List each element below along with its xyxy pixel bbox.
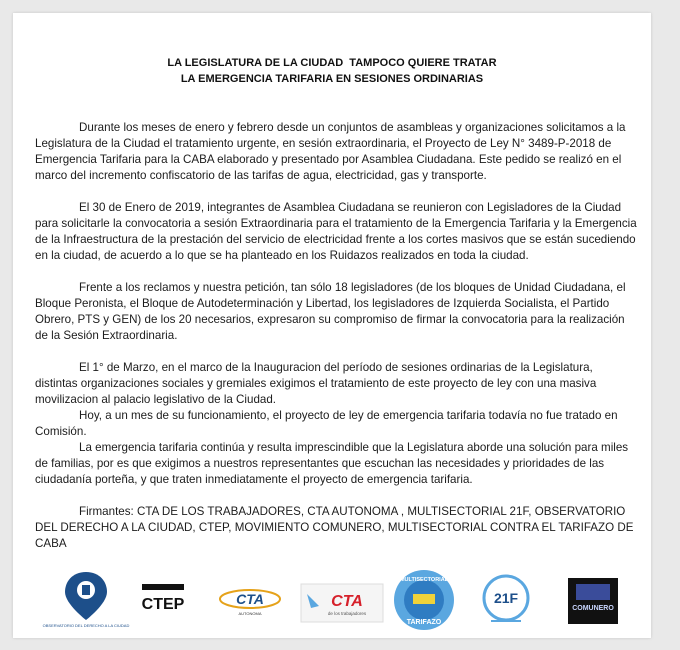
movimiento-comunero-logo <box>568 578 618 624</box>
multisectorial-21f-logo <box>479 572 533 628</box>
document-page <box>13 13 651 638</box>
document-title <box>13 55 651 87</box>
multisectorial-tarifazo-logo <box>393 568 455 632</box>
paragraph-2: El 30 de Enero de 2019, integrantes de Asamblea Ciudadana se reunieron con Legisladores de la Ciudad para solicitarle la convocatoria a sesión Extraordinaria para el tratamiento de la Emergencia Tarifaria y la Emergencia de la Infraestructura de la prestación del servicio de electricidad frente a los cortes masivos que se están sucediendo en la ciudad, de acuerdo a lo que se ha planteado en los Ruidazos realizados en toda la ciudad. <box>35 201 637 262</box>
observatorio-logo <box>42 570 130 630</box>
document-body <box>35 120 637 552</box>
paragraph-3: Frente a los reclamos y nuestra petición, tan sólo 18 legisladores (de los bloques de Unidad Ciudadana, el Bloque Peronista, el Bloque de Autodeterminación y Libertad, los legisladores de Izquierda Socialista, el Partido Obrero, PTS y GEN) de los 20 necesarios, expresaron su compromiso de firmar la convocatoria para la realización de la Sesión Extraordinaria. <box>35 281 626 342</box>
paragraph-5: Hoy, a un mes de su funcionamiento, el proyecto de ley de emergencia tarifaria todavía no fue tratado en Comisión. <box>35 409 618 438</box>
ctep-logo <box>136 582 190 618</box>
logo-strip <box>13 568 651 634</box>
paragraph-1: Durante los meses de enero y febrero desde un conjuntos de asambleas y organizaciones solicitamos a la Legislatura de la Ciudad el tratamiento urgente, en sesión extraordinaria, el Proyecto de Ley N° 3489-P-2018 de Emergencia Tarifaria para la CABA elaborado y presentado por Asamblea Ciudadana. Este pedido se realizó en el marco del incremento confiscatorio de las tarifas de agua, electricidad, gas y transporte. <box>35 121 626 182</box>
cta-trabajadores-logo <box>301 584 383 622</box>
title-line-2: LA EMERGENCIA TARIFARIA EN SESIONES ORDINARIAS <box>180 73 484 85</box>
cta-autonoma-label: CTA <box>236 591 264 607</box>
multisectorial-label: MULTISECTORIAL <box>399 577 449 583</box>
paragraph-6: La emergencia tarifaria continúa y resulta imprescindible que la Legislatura aborde una solución para miles de familias, por es que exigimos a nuestros representantes que escuchan las necesidades y prioridades de las ciudadanía porteña, y que traten inmediatamente el proyecto de emergencia tarifaria. <box>35 441 629 486</box>
ctep-label: CTEP <box>141 596 185 613</box>
tarifazo-label: TARIFAZO <box>406 619 442 626</box>
comunero-label: COMUNERO <box>572 605 614 612</box>
cta-autonoma-logo <box>218 586 282 618</box>
title-line-1: LA LEGISLATURA DE LA CIUDAD TAMPOCO QUIERE TRATAR <box>167 57 497 69</box>
paragraph-4: El 1° de Marzo, en el marco de la Inauguracion del período de sesiones ordinarias de la Legislatura, distintas organizaciones sociales y gremiales exigimos el tratamiento de este proyecto de ley con una masiva movilizacion al palacio legislativo de la Ciudad. <box>35 361 597 406</box>
cta-trabajadores-sub: de los trabajadores <box>327 611 367 616</box>
signatories-paragraph: Firmantes: CTA DE LOS TRABAJADORES, CTA AUTONOMA , MULTISECTORIAL 21F, OBSERVATORIO DEL DERECHO A LA CIUDAD, CTEP, MOVIMIENTO COMUNERO, MULTISECTORIAL CONTRA EL TARIFAZO DE CABA <box>35 505 634 550</box>
mult21f-label: 21F <box>493 590 519 606</box>
cta-trabajadores-label: CTA <box>331 593 363 610</box>
observatorio-label: OBSERVATORIO DEL DERECHO A LA CIUDAD <box>42 623 130 628</box>
cta-autonoma-sub: AUTONOMA <box>238 611 262 616</box>
